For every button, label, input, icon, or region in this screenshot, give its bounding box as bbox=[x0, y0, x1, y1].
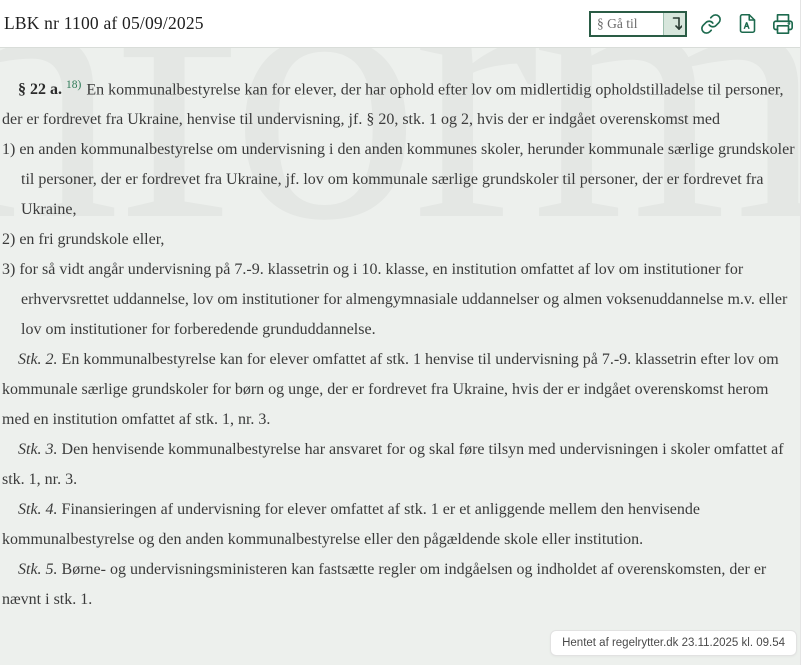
section-paragraph bbox=[2, 70, 798, 135]
list-item-text: for så vidt angår undervisning på 7.-9. klassetrin og i 10. klasse, en institution omfattet af lov om institutioner for erhvervsrettet uddannelse, lov om institutioner for almengymnasiale uddannelser og almen voksenuddannelse m.v. eller lov om institutioner for forberedende grunduddannelse. bbox=[19, 261, 788, 339]
subsection-paragraph bbox=[2, 495, 798, 555]
list-item bbox=[2, 255, 798, 345]
vertical-scrollbar[interactable] bbox=[800, 0, 809, 665]
list-item bbox=[2, 135, 798, 225]
subsection-paragraph bbox=[2, 345, 798, 435]
download-pdf-button[interactable] bbox=[735, 12, 759, 36]
subsection-label: Stk. 3. bbox=[18, 441, 58, 459]
pdf-icon bbox=[737, 13, 758, 34]
svg-text:A: A bbox=[743, 21, 749, 31]
header-bar bbox=[0, 0, 809, 48]
header-toolbar bbox=[589, 11, 795, 37]
footnote-reference-link[interactable]: 18) bbox=[66, 79, 82, 91]
section-number: § 22 a. bbox=[18, 81, 62, 99]
list-item-number: 3) bbox=[2, 261, 16, 279]
subsection-label: Stk. 2. bbox=[18, 351, 58, 369]
subsection-text: Finansieringen af undervisning for elever omfattet af stk. 1 er et anliggende mellem den henvisende kommunalbestyrelse og den anden kommunalbestyrelse eller den pågældende skole eller institution. bbox=[2, 501, 700, 549]
goto-section-control bbox=[589, 11, 687, 37]
subsection-paragraph bbox=[2, 435, 798, 495]
subsection-text: En kommunalbestyrelse kan for elever omfattet af stk. 1 henvise til undervisning på 7.-9. klassetrin efter lov om kommunale særlige grundskoler for børn og unge, der er fordrevet fra Ukraine, hvis der er indgået overenskomst herom med en institution omfattet af stk. 1, nr. 3. bbox=[2, 351, 779, 429]
copy-link-button[interactable] bbox=[699, 12, 723, 36]
document-body bbox=[0, 48, 800, 665]
retrieval-stamp: Hentet af regelrytter.dk 23.11.2025 kl. 09.54 bbox=[550, 630, 797, 656]
link-icon bbox=[700, 13, 722, 35]
subsection-label: Stk. 4. bbox=[18, 501, 58, 519]
jump-down-arrow-icon bbox=[668, 16, 682, 32]
subsection-text: Børne- og undervisningsministeren kan fastsætte regler om indgåelsen og indholdet af overenskomsten, der er nævnt i stk. 1. bbox=[2, 561, 767, 609]
list-item bbox=[2, 225, 798, 255]
goto-jump-button[interactable] bbox=[663, 13, 685, 35]
print-button[interactable] bbox=[771, 12, 795, 36]
printer-icon bbox=[772, 13, 794, 35]
subsection-label: Stk. 5. bbox=[18, 561, 58, 579]
subsection-text: Den henvisende kommunalbestyrelse har ansvaret for og skal føre tilsyn med undervisningen i skoler omfattet af stk. 1, nr. 3. bbox=[2, 441, 784, 489]
list-item-text: en fri grundskole eller, bbox=[19, 231, 165, 249]
numbered-list bbox=[2, 135, 798, 345]
list-item-number: 2) bbox=[2, 231, 16, 249]
page-title: LBK nr 1100 af 05/09/2025 bbox=[4, 13, 204, 33]
goto-section-input[interactable] bbox=[591, 13, 663, 35]
list-item-number: 1) bbox=[2, 141, 16, 159]
subsection-paragraph bbox=[2, 555, 798, 615]
section-intro-text: En kommunalbestyrelse kan for elever, der har ophold efter lov om midlertidig opholdstilladelse til personer, der er fordrevet fra Ukraine, henvise til undervisning, jf. § 20, stk. 1 og 2, hvis der er indgået overenskomst med bbox=[2, 81, 784, 129]
list-item-text: en anden kommunalbestyrelse om undervisning i den anden kommunes skoler, herunder kommunale særlige grundskoler til personer, der er fordrevet fra Ukraine, jf. lov om kommunale særlige grundskoler til personer, der er fordrevet fra Ukraine, bbox=[19, 141, 795, 219]
